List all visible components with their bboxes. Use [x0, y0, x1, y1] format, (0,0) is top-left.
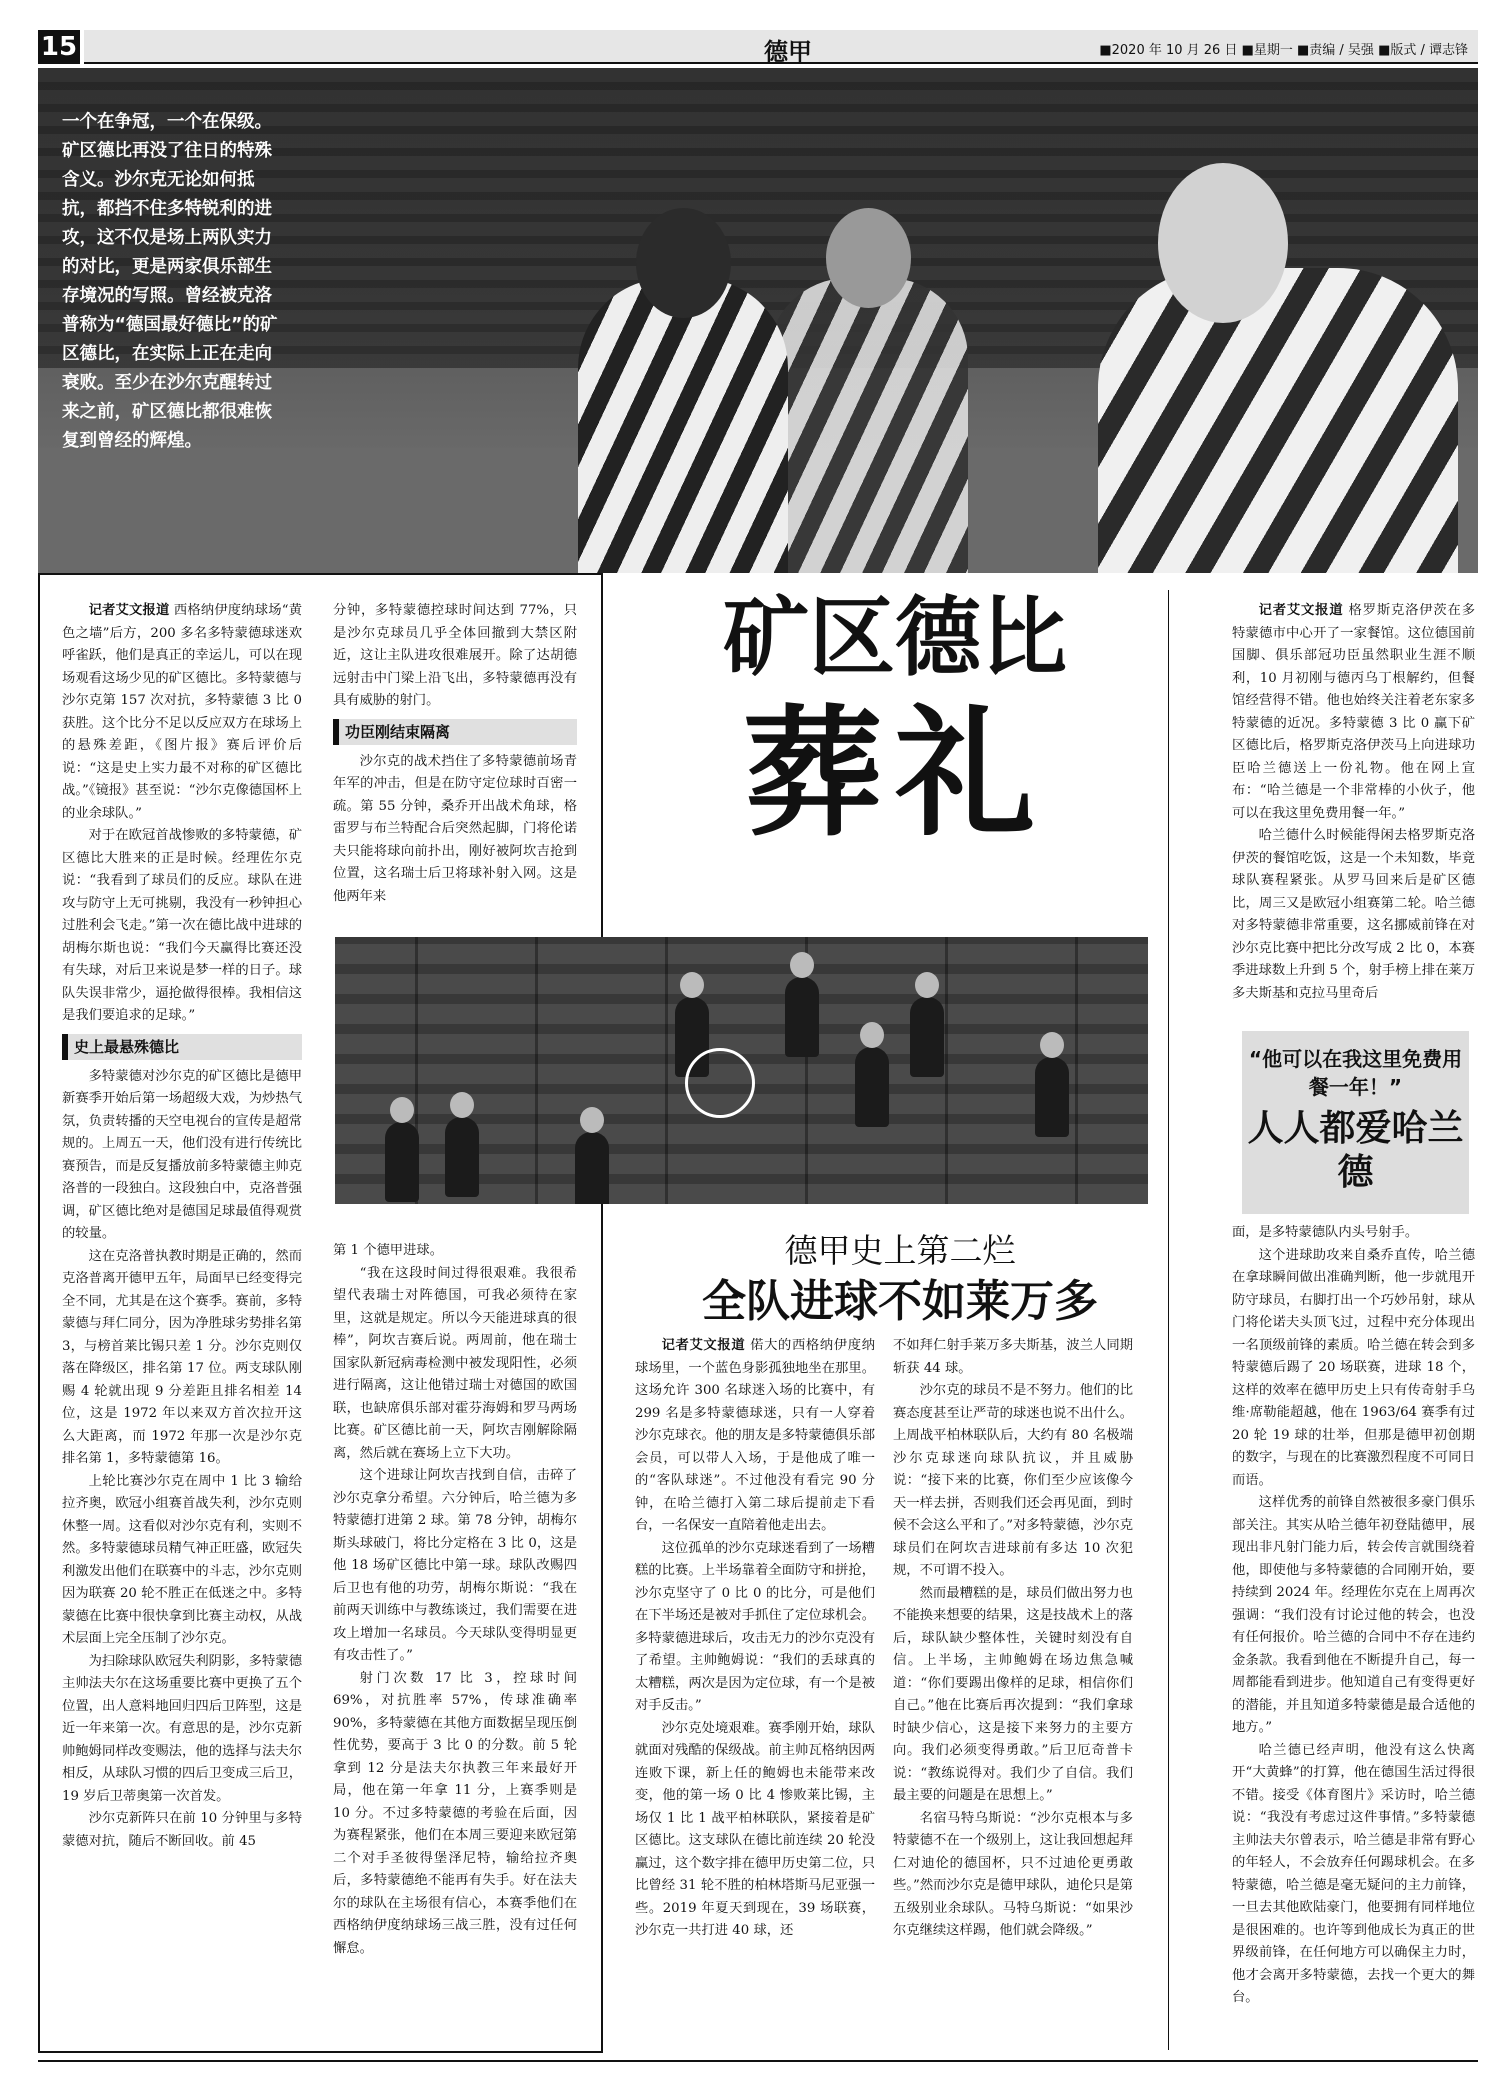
- paragraph: 这样优秀的前锋自然被很多豪门俱乐部关注。其实从哈兰德年初登陆德甲，展现出非凡射门能力后，转会传言就围绕着他，即使他与多特蒙德的合同刚开始，要持续到 2024 年。经理佐尔克在上周再次强调：“我们没有讨论过他的转会，也没有任何报价。哈兰德的合同中不存在违约金条款。我看到他在不断提升自己，每一周都能看到进步。他知道自己有变得更好的潜能，并且知道多特蒙德是最合适他的地方。”: [1232, 1495, 1475, 1735]
- fan-figure: [1035, 1057, 1069, 1137]
- intro-text: 一个在争冠，一个在保级。矿区德比再没了往日的特殊含义。沙尔克无论如何抵抗，都挡不住多特锐利的进攻，这不仅是场上两队实力的对比，更是两家俱乐部生存境况的写照。曾经被克洛普称为“德国最好德比”的矿区德比，在实际上正在走向衰败。至少在沙尔克醒转过来之前，矿区德比都很难恢复到曾经的辉煌。: [62, 112, 278, 451]
- column-rule: [1168, 590, 1169, 2050]
- story2-subtitle: 德甲史上第二烂: [784, 1231, 1016, 1270]
- fan-head: [790, 952, 814, 978]
- player-figure: [768, 278, 968, 573]
- story1-col2b: [333, 1240, 577, 1960]
- paragraph: 对于在欧冠首战惨败的多特蒙德，矿区德比大胜来的正是时候。经理佐尔克说：“我看到了球员们的反应。球队在进攻与防守上无可挑剔，我没有一秒钟担心过胜利会飞走。”第一次在德比战中进球的胡梅尔斯也说：“我们今天赢得比赛还没有失球，对后卫来说是梦一样的日子。球队失误非常少，逼抢做得很棒。我相信这是我们要追求的足球。”: [62, 828, 302, 1023]
- paragraph: “我在这段时间过得很艰难。我很希望代表瑞士对阵德国，可我必须待在家里，这就是规定。所以今天能进球真的很棒”，阿坎吉赛后说。两周前，他在瑞士国家队新冠病毒检测中被发现阳性，必须进行隔离，这让他错过瑞士对德国的欧国联，也缺席俱乐部对霍芬海姆和罗马两场比赛。矿区德比前一天，阿坎吉刚解除隔离，然后就在赛场上立下大功。: [333, 1265, 577, 1461]
- player-figure: [578, 278, 788, 573]
- fan-head: [860, 1022, 884, 1048]
- paragraph: 上轮比赛沙尔克在周中 1 比 3 输给拉齐奥，欧冠小组赛首战失利，沙尔克则休整一周。这看似对沙尔克有利，实则不然。多特蒙德球员精气神正旺盛，欧冠失利激发出他们在联赛中的斗志，沙尔克则因为联赛 20 轮不胜正在低迷之中。多特蒙德在比赛中很快拿到比赛主动权，从战术层面上完全压制了沙尔克。: [62, 1473, 302, 1646]
- seat-divider: [665, 937, 668, 1204]
- paragraph: 沙尔克处境艰难。赛季刚开始，球队就面对残酷的保级战。前主帅瓦格纳因两连败下课，新上任的鲍姆也未能带来改变，他的第一场 0 比 4 惨败莱比锡，主场仅 1 比 1 战平柏林联队，紧接着是矿区德比。这支球队在德比前连续 20 轮没赢过，这个数字排在德甲历史第二位，只比曾经 31 轮不胜的柏林塔斯马尼亚强一些。2019 年夏天到现在，39 场联赛，沙尔克一共打进 40 球，还: [635, 1720, 875, 1938]
- fan-figure: [445, 1117, 479, 1197]
- fan-figure: [910, 997, 944, 1077]
- paragraph: 这位孤单的沙尔克球迷看到了一场糟糕的比赛。上半场靠着全面防守和拼抢，沙尔克坚守了 0 比 0 的比分，可是他们在下半场还是被对手抓住了定位球机会。多特蒙德进球后，攻击无力的沙尔克没有了希望。主帅鲍姆说：“我们的丢球真的太糟糕，两次是因为定位球，有一个是被对手反击。”: [635, 1540, 875, 1713]
- quote-text: “他可以在我这里免费用餐一年！”: [1248, 1047, 1463, 1099]
- paragraph: 这个进球助攻来自桑乔直传，哈兰德在拿球瞬间做出准确判断，他一步就甩开防守球员，右脚打出一个巧妙吊射，球从门将伦诺夫头顶飞过，过程中充分体现出一名顶级前锋的素质。哈兰德在转会到多特蒙德后踢了 20 场联赛，进球 18 个，这样的效率在德甲历史上只有传奇射手乌维·席勒能超越，他在 1963/64 赛季有过 20 轮 19 球的壮举，但那是德甲初创期的数字，与现在的比赛激烈程度不可同日而语。: [1232, 1247, 1475, 1488]
- story3-top: [1232, 600, 1475, 1005]
- header-bar: [84, 30, 1478, 64]
- player-head: [636, 208, 731, 318]
- headline-line2: 葬礼: [742, 693, 1047, 856]
- footer-rule: [38, 2060, 1478, 2062]
- paragraph: 这个进球让阿坎吉找到自信，击碎了沙尔克拿分希望。六分钟后，哈兰德为多特蒙德打进第 2 球。第 78 分钟，胡梅尔斯头球破门，将比分定格在 3 比 0，这是他 18 场矿区德比中第一球。球队改赐四后卫也有他的功劳，胡梅尔斯说：“我在前两天训练中与教练谈过，我们需要在进攻上增加一名球员。今天球队变得明显更有攻击性了。”: [333, 1468, 577, 1663]
- byline: 记者艾文报道: [661, 1338, 746, 1353]
- fan-head: [915, 972, 939, 998]
- player-head: [1158, 163, 1288, 323]
- story1-col1: [62, 600, 302, 1853]
- fan-head: [1040, 1032, 1064, 1058]
- paragraph: 格罗斯克洛伊茨在多特蒙德市中心开了一家餐馆。这位德国前国脚、俱乐部冠功臣虽然职业生涯不顺利，10 月初刚与德丙乌丁根解约，但餐馆经营得不错。他也始终关注着老东家多特蒙德的近况。多特蒙德 3 比 0 赢下矿区德比后，格罗斯克洛伊茨马上向进球功臣哈兰德送上一份礼物。他在网上宣布：“哈兰德是一个非常棒的小伙子，他可以在我这里免费用餐一年。”: [1232, 603, 1476, 821]
- subhead: 功臣刚结束隔离: [333, 719, 577, 745]
- paragraph: 分钟，多特蒙德控球时间达到 77%，只是沙尔克球员几乎全体回撤到大禁区附近，这让主队进攻很难展开。除了达胡德远射击中门梁上沿飞出，多特蒙德再没有具有威胁的射门。: [333, 603, 577, 708]
- page-header: [38, 30, 1478, 64]
- seat-divider: [945, 937, 948, 1204]
- story2-col1: [635, 1335, 875, 1943]
- paragraph: 沙尔克新阵只在前 10 分钟里与多特蒙德对抗，随后不断回收。前 45: [62, 1811, 302, 1849]
- story1-col2: [333, 600, 577, 908]
- paragraph: 多特蒙德对沙尔克的矿区德比是德甲新赛季开始后第一场超级大戏，为炒热气氛，负责转播的天空电视台的宣传是超常规的。上周五一天，他们没有进行传统比赛预告，而是反复播放前多特蒙德主帅克洛普的一段独白。这段独白中，克洛普强调，矿区德比绝对是德国足球最值得观赏的较量。: [62, 1068, 302, 1241]
- headline-line1: 矿区德比: [723, 588, 1067, 688]
- fan-figure: [385, 1122, 419, 1202]
- paragraph: 不如拜仁射手莱万多夫斯基，波兰人同期斩获 44 球。: [893, 1338, 1133, 1376]
- fan-figure: [785, 977, 819, 1057]
- highlight-circle: [685, 1048, 755, 1118]
- player-figure: [1098, 268, 1458, 573]
- story2-title: 全队进球不如莱万多: [702, 1276, 1098, 1327]
- byline: 记者艾文报道: [1258, 603, 1344, 618]
- seat-divider: [535, 937, 538, 1204]
- paragraph: 沙尔克的球员不是不努力。他们的比赛态度甚至让严苛的球迷也说不出什么。上周战平柏林联队后，大约有 80 名极端沙尔克球迷向球队抗议，并且威胁说：“接下来的比赛，你们至少应该像今天一样去拼，否则我们还会再见面，到时候不会这么平和了。”对多特蒙德，沙尔克球员们在阿坎吉进球前有多达 10 次犯规，不可谓不投入。: [893, 1383, 1133, 1578]
- paragraph: 偌大的西格纳伊度纳球场里，一个蓝色身影孤独地坐在那里。这场允许 300 名球迷入场的比赛中，有 299 名是多特蒙德球迷，只有一人穿着沙尔克球衣。他的朋友是多特蒙德俱乐部会员，可以带人入场，于是他成了唯一的“客队球迷”。不过他没有看完 90 分钟，在哈兰德打入第二球后提前走下看台，一名保安一直陪着他走出去。: [635, 1338, 875, 1533]
- section-title: 德甲: [764, 38, 812, 66]
- fan-head: [580, 1107, 604, 1133]
- paragraph: 西格纳伊度纳球场“黄色之墙”后方，200 多名多特蒙德球迷欢呼雀跃，他们是真正的幸运儿，可以在现场观看这场少见的矿区德比。多特蒙德与沙尔克第 157 次对抗，多特蒙德 3 比 0 获胜。这个比分不足以反应双方在球场上的悬殊差距，《图片报》赛后评价后说：“这是史上实力最不对称的矿区德比战。”《镜报》甚至说：“沙尔克像德国杯上的业余球队。”: [62, 603, 302, 821]
- fan-head: [450, 1092, 474, 1118]
- paragraph: 哈兰德什么时候能得闲去格罗斯克洛伊茨的餐馆吃饭，这是一个未知数，毕竟球队赛程紧张。从罗马回来后是矿区德比，周三又是欧冠小组赛第二轮。哈兰德对多特蒙德非常重要，这名挪威前锋在对沙尔克比赛中把比分改写成 2 比 0，本赛季进球数上升到 5 个，射手榜上排在莱万多夫斯基和克拉马里奇后: [1232, 828, 1475, 1001]
- paragraph: 名宿马特乌斯说：“沙尔克根本与多特蒙德不在一个级别上，这让我回想起拜仁对迪伦的德国杯，只不过迪伦更勇敢些。”然而沙尔克是德甲球队，迪伦只是第五级别业余球队。马特乌斯说：“如果沙尔克继续这样踢，他们就会降级。”: [893, 1810, 1133, 1938]
- paragraph: 哈兰德已经声明，他没有这么快离开“大黄蜂”的打算，他在德国生活过得很不错。接受《体育图片》采访时，哈兰德说：“我没有考虑过这件事情。”多特蒙德主帅法夫尔曾表示，哈兰德是非常有野心的年轻人，不会放弃任何踢球机会。在多特蒙德，哈兰德是毫无疑问的主力前锋，一旦去其他欧陆豪门，他要拥有同样地位是很困难的。也许等到他成长为真正的世界级前锋，在任何地方可以确保主力时，他才会离开多特蒙德，去找一个更大的舞台。: [1232, 1742, 1475, 2005]
- byline: 记者艾文报道: [88, 603, 170, 618]
- story2-col2: [893, 1335, 1133, 1943]
- paragraph: 沙尔克的战术挡住了多特蒙德前场青年军的冲击，但是在防守定位球时百密一疏。第 55 分钟，桑乔开出战术角球，格雷罗与布兰特配合后突然起脚，门将伦诺夫只能将球向前扑出，刚好被阿坎吉抢到位置，这名瑞士后卫将球补射入网。这是他两年来: [333, 753, 577, 904]
- paragraph: 射门次数 17 比 3，控球时间 69%，对抗胜率 57%，传球准确率 90%，多特蒙德在其他方面数据呈现压倒性优势，要高于 3 比 0 的分数。前 5 轮拿到 12 分是法夫尔执教三年来最好开局，他在第一年拿 11 分，上赛季则是 10 分。不过多特蒙德的考验在后面，因为赛程紧张，他们在本周三要迎来欧冠第二个对手圣彼得堡泽尼特，输给拉齐奥后，多特蒙德绝不能再有失手。好在法夫尔的球队在主场很有信心，本赛季他们在西格纳伊度纳球场三战三胜，没有过任何懈怠。: [333, 1670, 577, 1956]
- fan-head: [390, 1097, 414, 1123]
- player-head: [826, 208, 911, 308]
- fan-head: [680, 972, 704, 998]
- paragraph: 面，是多特蒙德队内头号射手。: [1232, 1225, 1419, 1240]
- quote-box-title: 人人都爱哈兰德: [1247, 1108, 1464, 1193]
- seat-divider: [1075, 937, 1078, 1204]
- paragraph: 这在克洛普执教时期是正确的，然而克洛普离开德甲五年，局面早已经变得完全不同，尤其是在这个赛季。赛前，多特蒙德与拜仁同分，因为净胜球劣势排名第 3，与榜首莱比锡只差 1 分。沙尔克则仅落在降级区，排名第 17 位。两支球队刚赐 4 轮就出现 9 分差距且排名相差 14 位，这是 1972 年以来双方首次拉开这么大距离，而 1972 年那一次是沙尔克排名第 1，多特蒙德第 16。: [62, 1248, 302, 1466]
- fan-figure: [855, 1047, 889, 1127]
- issue-meta: ■2020 年 10 月 26 日 ■星期一 ■责编 / 吴强 ■版式 / 谭志锋: [1099, 43, 1468, 58]
- paragraph: 为扫除球队欧冠失利阴影，多特蒙德主帅法夫尔在这场重要比赛中更换了五个位置，出人意料地回归四后卫阵型，这是近一年来第一次。有意思的是，沙尔克新帅鲍姆同样改变赐法，他的选择与法夫尔相反，从球队习惯的四后卫变成三后卫，19 岁后卫蒂奥第一次首发。: [62, 1653, 302, 1804]
- paragraph: 然而最糟糕的是，球员们做出努力也不能换来想要的结果，这是技战术上的落后，球队缺少整体性，关键时刻没有自信。上半场，主帅鲍姆在场边焦急喊道：“你们要踢出像样的足球，相信你们自己。”他在比赛后再次提到：“我们拿球时缺少信心，这是接下来努力的主要方向。我们必须变得勇敢。”后卫厄奇普卡说：“教练说得对。我们少了自信。我们最主要的问题是在思想上。”: [893, 1585, 1133, 1803]
- subhead: 史上最悬殊德比: [62, 1034, 302, 1060]
- fan-figure: [575, 1132, 609, 1204]
- quote-box: [1242, 1031, 1469, 1214]
- paragraph: 第 1 个德甲进球。: [333, 1243, 443, 1258]
- story3-bottom: [1232, 1222, 1475, 2010]
- page-number: 15: [38, 30, 80, 64]
